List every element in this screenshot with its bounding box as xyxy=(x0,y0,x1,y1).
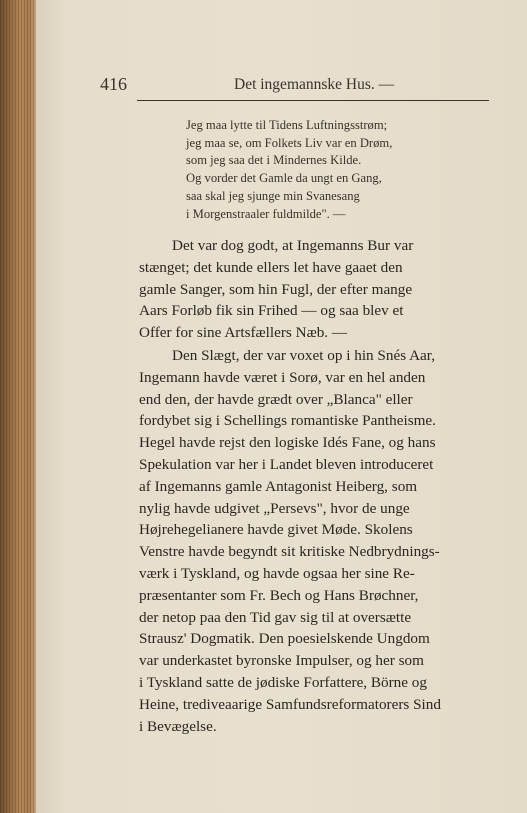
body-paragraph-1 xyxy=(139,235,491,344)
poem-line: Og vorder det Gamle da ungt en Gang, xyxy=(186,171,382,186)
body-line: Heine, trediveaarige Samfundsreformatorers Sind xyxy=(139,695,441,713)
body-line: Offer for sine Artsfællers Næb. — xyxy=(139,324,348,342)
body-line: Aars Forløb fik sin Frihed — og saa blev et xyxy=(139,302,404,320)
poem-line: Jeg maa lytte til Tidens Luftningsstrøm; xyxy=(186,118,388,132)
body-line: end den, der havde grædt over „Blanca" eller xyxy=(139,390,413,408)
page-header xyxy=(100,74,490,98)
body-line: Det var dog godt, at Ingemanns Bur var xyxy=(172,237,414,254)
body-line: var underkastet byronske Impulser, og her som xyxy=(139,652,424,670)
body-line: Ingemann havde været i Sorø, var en hel anden xyxy=(139,368,426,386)
body-line: Spekulation var her i Landet bleven introduceret xyxy=(139,455,434,473)
body-paragraph-2 xyxy=(139,345,491,737)
poem-line: i Morgenstraaler fuldmilde". — xyxy=(186,206,346,221)
body-line: Venstre havde begyndt sit kritiske Nedbrydnings- xyxy=(139,543,440,561)
body-line: der netop paa den Tid gav sig til at oversætte xyxy=(139,608,412,626)
body-line: af Ingemanns gamle Antagonist Heiberg, som xyxy=(139,477,418,495)
body-line: stænget; det kunde ellers let have gaaet den xyxy=(139,258,403,276)
body-line: Højrehegelianere havde givet Møde. Skolens xyxy=(139,521,413,539)
body-line: gamle Sanger, som hin Fugl, der efter mange xyxy=(139,280,413,298)
poem-line: saa skal jeg sjunge min Svanesang xyxy=(186,188,360,203)
body-line: i Tyskland satte de jødiske Forfattere, Börne og xyxy=(139,673,427,691)
body-line: Den Slægt, der var voxet op i hin Snés Aar, xyxy=(172,347,436,364)
running-title: Det ingemannske Hus. — xyxy=(234,76,395,93)
body-line: værk i Tyskland, og havde ogsaa her sine Re- xyxy=(139,564,415,582)
page-number: 416 xyxy=(100,74,127,94)
body-line: præsentanter som Fr. Bech og Hans Brøchner, xyxy=(139,586,419,604)
poem-quote xyxy=(186,117,486,223)
header-rule xyxy=(137,100,489,101)
body-line: nylig havde udgivet „Persevs", hvor de unge xyxy=(139,499,410,517)
body-line: Strausz' Dogmatik. Den poesielskende Ungdom xyxy=(139,630,430,648)
body-line: Hegel havde rejst den logiske Idés Fane, og hans xyxy=(139,434,436,452)
body-line: fordybet sig i Schellings romantiske Pantheisme. xyxy=(139,412,436,430)
poem-line: jeg maa se, om Folkets Liv var en Drøm, xyxy=(186,135,393,150)
book-page-edges xyxy=(0,0,38,813)
poem-line: som jeg saa det i Mindernes Kilde. xyxy=(186,153,362,168)
body-line: i Bevægelse. xyxy=(139,717,217,735)
